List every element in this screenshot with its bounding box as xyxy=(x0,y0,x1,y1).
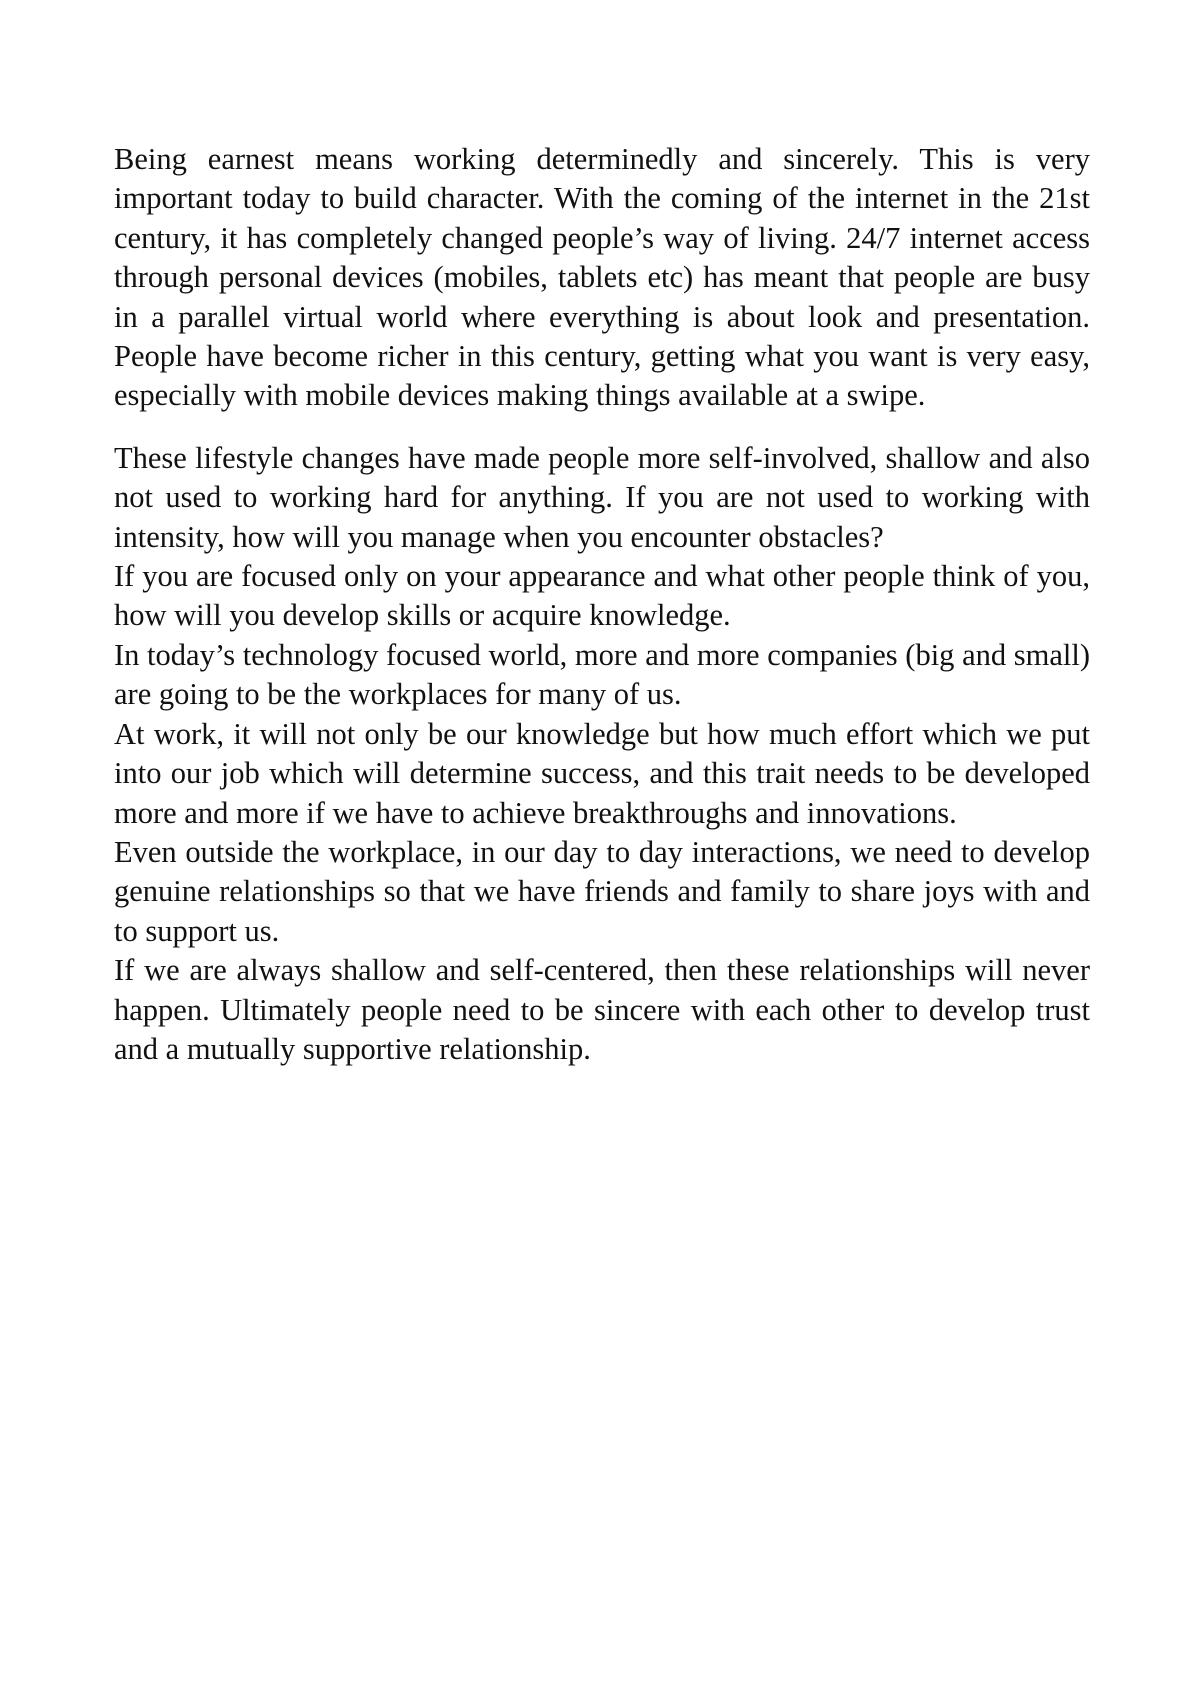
paragraph-1: Being earnest means working determinedly and sincerely. This is very important today to build character. With the coming of the internet in the 21st century, it has completely changed people’s way of living. 24/7 internet access through personal devices (mobiles, tablets etc) has meant that people are busy in a parallel virtual world where everything is about look and presentation. People have become richer in this century, getting what you want is very easy, especially with mobile devices making things available at a swipe. xyxy=(114,142,1090,413)
paragraph-7: If we are always shallow and self-centered, then these relationships will never happen. Ultimately people need to be sincere with each other to develop trust and a mutually supportive relationship. xyxy=(114,953,1090,1066)
paragraph-3: If you are focused only on your appearance and what other people think of you, how will you develop skills or acquire knowledge. xyxy=(114,559,1090,633)
paragraph-5: At work, it will not only be our knowledge but how much effort which we put into our job which will determine success, and this trait needs to be developed more and more if we have to achieve breakthroughs and innovations. xyxy=(114,716,1090,830)
paragraph-2: These lifestyle changes have made people more self-involved, shallow and also not used to working hard for anything. If you are not used to working with intensity, how will you manage when you encounter obstacles? xyxy=(114,440,1090,554)
paragraph-4: In today’s technology focused world, more and more companies (big and small) are going to be the workplaces for many of us. xyxy=(114,637,1090,712)
paragraph-6: Even outside the workplace, in our day to day interactions, we need to develop genuine relationships so that we have friends and family to share joys with and to support us. xyxy=(114,834,1090,948)
document-body xyxy=(114,140,1090,1069)
